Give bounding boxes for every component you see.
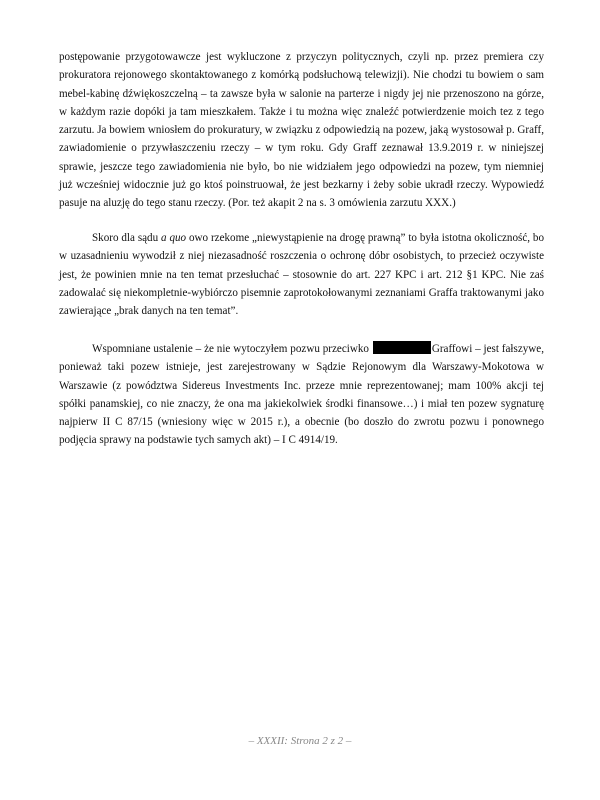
paragraph-2-latin-term: a quo xyxy=(161,232,187,244)
paragraph-3-text-start: Wspomniane ustalenie – że nie wytoczyłem pozwu przeciwko xyxy=(92,343,372,355)
paragraph-2-text-rest: owo rzekome „niewystąpienie na drogę prawną” to była istotna okoliczność, bo w uzasadnieniu wywodził z niej niezasadność roszczenia o ochronę dóbr osobistych, to przecież oczywiste jest, że powinien mnie na ten temat przesłuchać – stosownie do art. 227 KPC i art. 212 §1 KPC. Nie zaś zadowalać się niekompletnie-wybiórczo pisemnie zaprotokołowanymi zeznaniami Graffa traktowanymi jako zawierające „brak danych na ten temat”. xyxy=(59,232,545,318)
paragraph-1: postępowanie przygotowawcze jest wykluczone z przyczyn politycznych, czyli np. przez premiera czy prokuratora rejonowego skontaktowanego z komórką podsłuchową telewizji). Nie chodzi tu bowiem o sam mebel-kabinę dźwiękoszczelną – ta zawsze była w salonie na parterze i nigdy jej nie przenoszono na górze, w każdym razie dopóki ja tam mieszkałem. Także i tu można więc znaleźć potwierdzenie moich tez z tego zarzutu. Ja bowiem wniosłem do prokuratury, w związku z odpowiedzią na pozew, jaką wystosował p. Graff, zawiadomienie o przywłaszczeniu rzeczy – w tym roku. Gdy Graff zeznawał 13.9.2019 r. w niniejszej sprawie, jeszcze tego zawiadomienia nie było, bo nie widziałem jego odpowiedzi na pozew, tym niemniej już wcześniej widocznie już go ktoś poinstruował, że jest bezkarny i żeby sobie ukradł rzeczy. Wypowiedź pasuje na aluzję do tego stanu rzeczy. (Por. też akapit 2 na s. 3 omówienia zarzutu XXX.) xyxy=(59,51,544,210)
page-footer: – XXXII: Strona 2 z 2 – xyxy=(248,735,352,747)
paragraph-3 xyxy=(59,340,544,450)
redaction-box xyxy=(373,341,431,354)
paragraph-2 xyxy=(59,229,544,320)
paragraph-2-text-start: Skoro dla sądu xyxy=(92,232,162,244)
paragraph-3-text-rest: Graffowi – jest fałszywe, ponieważ taki pozew istnieje, jest zarejestrowany w Sądzie Rejonowym dla Warszawy-Mokotowa w Warszawie (z powództwa Sidereus Investments Inc. przeze mnie reprezentowanej; mam 100% akcji tej spółki panamskiej, co nie znaczy, że ona ma jakiekolwiek środki finansowe…) i miał ten pozew sygnaturę najpierw II C 87/15 (wniesiony więc w 2015 r.), a obecnie (bo doszło do zwrotu pozwu i ponownego podjęcia sprawy na podstawie tych samych akt) – I C 4914/19. xyxy=(59,343,545,447)
